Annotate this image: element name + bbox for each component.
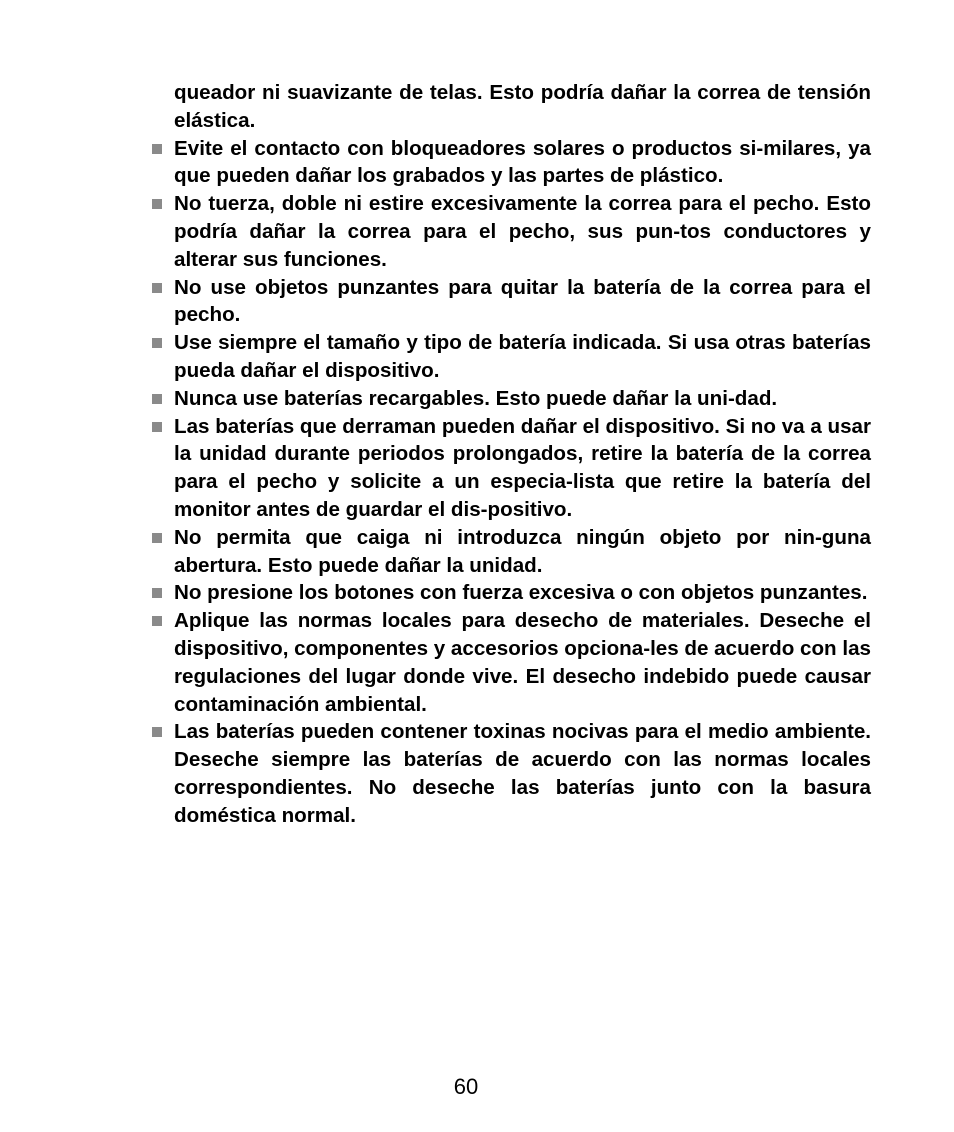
list-item-text: No tuerza, doble ni estire excesivamente la correa para el pecho. Esto podría dañar la correa para el pecho, sus pun-tos conductores y alterar sus funciones. (174, 192, 871, 271)
list-item (174, 413, 871, 524)
list-item-text: Aplique las normas locales para desecho de materiales. Deseche el dispositivo, componentes y accesorios opciona-les de acuerdo con las regulaciones del lugar donde vive. El desecho indebido puede causar contaminación ambiental. (174, 609, 871, 716)
list-item-text: No use objetos punzantes para quitar la batería de la correa para el pecho. (174, 275, 871, 327)
square-bullet-icon (152, 283, 162, 293)
list-item (174, 718, 871, 829)
list-item-text: Evite el contacto con bloqueadores solares o productos si-milares, ya que pueden dañar los grabados y las partes de plástico. (174, 136, 871, 188)
square-bullet-icon (152, 394, 162, 404)
intro-paragraph: queador ni suavizante de telas. Esto podría dañar la correa de tensión elástica. (174, 81, 871, 132)
list-item-text: Las baterías pueden contener toxinas nocivas para el medio ambiente. Deseche siempre las baterías de acuerdo con las normas locales correspondientes. No deseche las baterías junto con la basura doméstica normal. (174, 720, 871, 827)
square-bullet-icon (152, 588, 162, 598)
page-number: 60 (453, 1074, 479, 1099)
list-item (174, 329, 871, 385)
list-item-text: Use siempre el tamaño y tipo de batería indicada. Si usa otras baterías pueda dañar el dispositivo. (174, 331, 871, 382)
square-bullet-icon (152, 144, 162, 154)
square-bullet-icon (152, 338, 162, 348)
square-bullet-icon (152, 422, 162, 432)
square-bullet-icon (152, 199, 162, 209)
list-item (174, 190, 871, 273)
square-bullet-icon (152, 616, 162, 626)
list-item-text: No permita que caiga ni introduzca ningún objeto por nin-guna abertura. Esto puede dañar la unidad. (174, 525, 871, 577)
list-item-text: Nunca use baterías recargables. Esto puede dañar la uni-dad. (174, 386, 778, 410)
list-item (174, 135, 871, 191)
list-item-text: No presione los botones con fuerza excesiva o con objetos punzantes. (174, 581, 868, 605)
list-item (174, 524, 871, 580)
list-item-text: Las baterías que derraman pueden dañar el dispositivo. Si no va a usar la unidad durante periodos prolongados, retire la batería de la correa para el pecho y solicite a un especia-lista que retire la batería del monitor antes de guardar el dis-positivo. (174, 414, 871, 521)
list-item (174, 607, 871, 718)
page-content (174, 79, 871, 830)
list-item (174, 274, 871, 330)
list-item (174, 385, 871, 413)
square-bullet-icon (152, 533, 162, 543)
list-item (174, 579, 871, 607)
square-bullet-icon (152, 727, 162, 737)
